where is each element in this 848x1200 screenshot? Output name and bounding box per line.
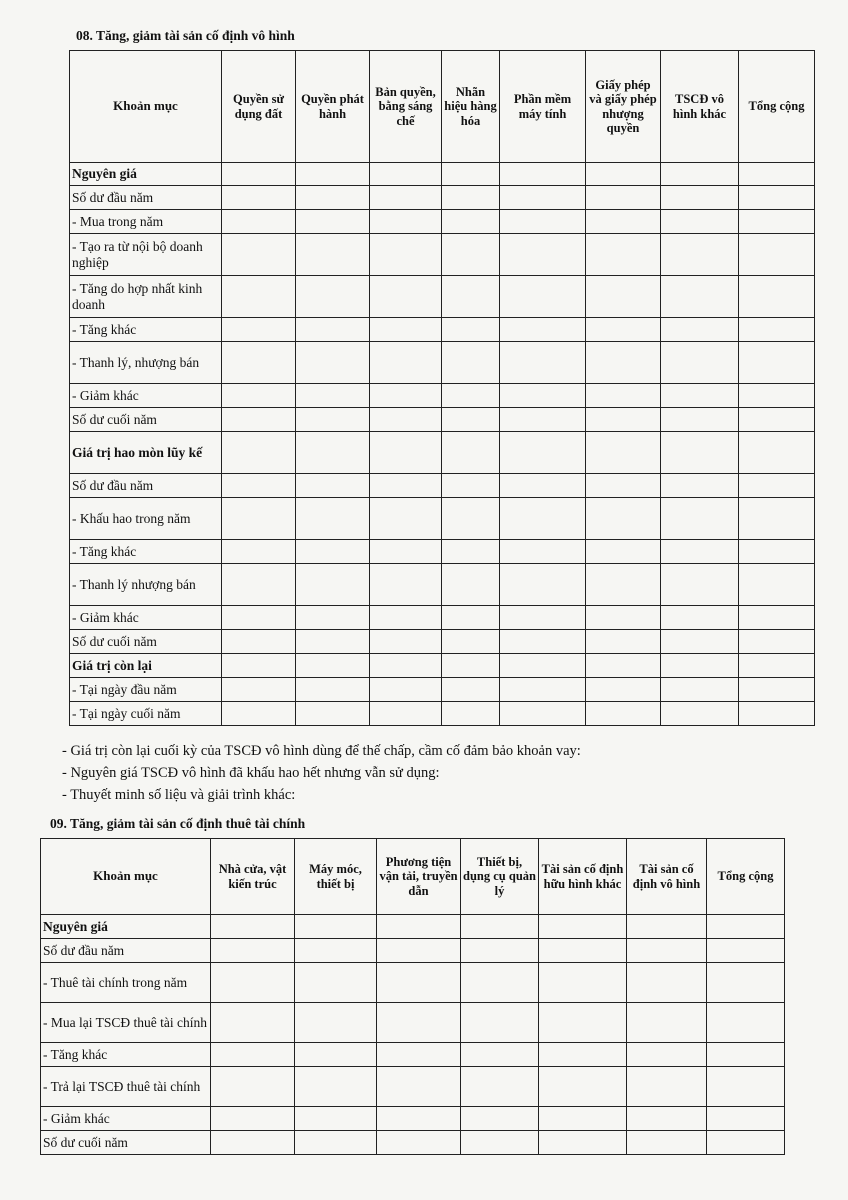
table-row: [41, 1107, 785, 1131]
value-cell: [296, 630, 370, 654]
value-cell: [461, 1067, 539, 1107]
value-cell: [442, 564, 500, 606]
table-row: [70, 540, 815, 564]
table-row: [70, 163, 815, 186]
value-cell: [370, 630, 442, 654]
value-cell: [500, 384, 586, 408]
section-09-title: 09. Tăng, giảm tài sản cố định thuê tài chính: [50, 816, 306, 831]
value-cell: [370, 186, 442, 210]
value-cell: [211, 915, 295, 939]
value-cell: [586, 678, 661, 702]
table-row: [41, 1131, 785, 1155]
value-cell: [442, 342, 500, 384]
value-cell: [296, 234, 370, 276]
value-cell: [222, 210, 296, 234]
note-line: - Thuyết minh số liệu và giải trình khác:: [62, 787, 296, 803]
table-row: [70, 630, 815, 654]
value-cell: [370, 384, 442, 408]
value-cell: [500, 276, 586, 318]
table-row: [70, 210, 815, 234]
value-cell: [370, 540, 442, 564]
value-cell: [586, 564, 661, 606]
table-row: [70, 474, 815, 498]
value-cell: [295, 1067, 377, 1107]
value-cell: [222, 276, 296, 318]
row-label: - Tăng khác: [41, 1043, 211, 1067]
value-cell: [586, 630, 661, 654]
table-row: [41, 1003, 785, 1043]
value-cell: [442, 210, 500, 234]
value-cell: [586, 702, 661, 726]
table-row: [41, 939, 785, 963]
value-cell: [707, 939, 785, 963]
row-label: - Giảm khác: [70, 606, 222, 630]
value-cell: [222, 163, 296, 186]
col-header: Phần mềm máy tính: [500, 51, 586, 163]
value-cell: [377, 1043, 461, 1067]
value-cell: [539, 1043, 627, 1067]
col-header: Nhà cửa, vật kiến trúc: [211, 839, 295, 915]
row-label: Giá trị còn lại: [70, 654, 222, 678]
note-line: - Giá trị còn lại cuối kỳ của TSCĐ vô hình dùng để thế chấp, cầm cố đảm bảo khoản vay:: [62, 743, 581, 759]
row-label: - Thanh lý nhượng bán: [70, 564, 222, 606]
row-label: - Mua lại TSCĐ thuê tài chính: [41, 1003, 211, 1043]
value-cell: [461, 963, 539, 1003]
value-cell: [586, 163, 661, 186]
value-cell: [211, 1107, 295, 1131]
value-cell: [370, 432, 442, 474]
value-cell: [586, 234, 661, 276]
col-header: Tài sản cố định hữu hình khác: [539, 839, 627, 915]
value-cell: [707, 1107, 785, 1131]
value-cell: [627, 939, 707, 963]
value-cell: [707, 1067, 785, 1107]
table-row: [70, 384, 815, 408]
value-cell: [739, 276, 815, 318]
table-row: [41, 1067, 785, 1107]
table-row: [70, 606, 815, 630]
value-cell: [377, 915, 461, 939]
value-cell: [500, 318, 586, 342]
value-cell: [296, 408, 370, 432]
value-cell: [211, 939, 295, 963]
value-cell: [222, 318, 296, 342]
row-label: - Trả lại TSCĐ thuê tài chính: [41, 1067, 211, 1107]
table-row: [70, 318, 815, 342]
col-header: Nhãn hiệu hàng hóa: [442, 51, 500, 163]
value-cell: [296, 654, 370, 678]
value-cell: [500, 342, 586, 384]
value-cell: [295, 1003, 377, 1043]
value-cell: [661, 342, 739, 384]
row-label: - Tạo ra từ nội bộ doanh nghiệp: [70, 234, 222, 276]
row-label: Số dư cuối năm: [70, 408, 222, 432]
value-cell: [661, 498, 739, 540]
col-header: Phương tiện vận tải, truyền dẫn: [377, 839, 461, 915]
value-cell: [500, 210, 586, 234]
value-cell: [442, 474, 500, 498]
value-cell: [661, 408, 739, 432]
value-cell: [500, 408, 586, 432]
value-cell: [739, 540, 815, 564]
value-cell: [707, 1003, 785, 1043]
value-cell: [222, 342, 296, 384]
value-cell: [442, 630, 500, 654]
value-cell: [661, 432, 739, 474]
value-cell: [586, 210, 661, 234]
table-row: [70, 678, 815, 702]
value-cell: [539, 1131, 627, 1155]
value-cell: [707, 1131, 785, 1155]
row-label: - Thuê tài chính trong năm: [41, 963, 211, 1003]
value-cell: [222, 432, 296, 474]
value-cell: [739, 606, 815, 630]
table-header-row: [41, 839, 785, 915]
row-label: Giá trị hao mòn lũy kế: [70, 432, 222, 474]
value-cell: [211, 1003, 295, 1043]
col-header: Tổng cộng: [707, 839, 785, 915]
value-cell: [211, 1067, 295, 1107]
value-cell: [739, 163, 815, 186]
table-row: [70, 342, 815, 384]
value-cell: [586, 342, 661, 384]
value-cell: [377, 939, 461, 963]
table-row: [41, 1043, 785, 1067]
value-cell: [500, 498, 586, 540]
row-label: - Tại ngày đầu năm: [70, 678, 222, 702]
value-cell: [442, 318, 500, 342]
table-row: [70, 498, 815, 540]
value-cell: [500, 630, 586, 654]
value-cell: [442, 163, 500, 186]
value-cell: [222, 498, 296, 540]
value-cell: [296, 564, 370, 606]
value-cell: [377, 1067, 461, 1107]
value-cell: [296, 186, 370, 210]
value-cell: [500, 540, 586, 564]
value-cell: [500, 432, 586, 474]
row-label: Số dư cuối năm: [41, 1131, 211, 1155]
value-cell: [442, 234, 500, 276]
row-label: Nguyên giá: [41, 915, 211, 939]
value-cell: [211, 1131, 295, 1155]
section-08-title: 08. Tăng, giảm tài sản cố định vô hình: [76, 28, 295, 43]
intangible-assets-table: [69, 50, 815, 726]
table-row: [70, 408, 815, 432]
value-cell: [370, 606, 442, 630]
value-cell: [442, 408, 500, 432]
value-cell: [500, 678, 586, 702]
value-cell: [586, 318, 661, 342]
col-header: Giấy phép và giấy phép nhượng quyền: [586, 51, 661, 163]
value-cell: [442, 384, 500, 408]
value-cell: [295, 963, 377, 1003]
value-cell: [442, 540, 500, 564]
value-cell: [296, 342, 370, 384]
value-cell: [661, 474, 739, 498]
value-cell: [370, 654, 442, 678]
value-cell: [211, 963, 295, 1003]
value-cell: [539, 1003, 627, 1043]
value-cell: [627, 1003, 707, 1043]
value-cell: [222, 384, 296, 408]
value-cell: [211, 1043, 295, 1067]
value-cell: [222, 408, 296, 432]
value-cell: [370, 234, 442, 276]
row-label: - Tăng khác: [70, 318, 222, 342]
table-row: [70, 276, 815, 318]
value-cell: [739, 678, 815, 702]
row-label: Số dư đầu năm: [70, 186, 222, 210]
value-cell: [739, 384, 815, 408]
value-cell: [222, 564, 296, 606]
value-cell: [539, 939, 627, 963]
value-cell: [500, 654, 586, 678]
value-cell: [707, 963, 785, 1003]
value-cell: [295, 915, 377, 939]
value-cell: [661, 606, 739, 630]
value-cell: [586, 498, 661, 540]
row-label: Số dư đầu năm: [70, 474, 222, 498]
value-cell: [461, 1131, 539, 1155]
value-cell: [586, 540, 661, 564]
row-label: - Tăng khác: [70, 540, 222, 564]
value-cell: [377, 1131, 461, 1155]
value-cell: [461, 1107, 539, 1131]
value-cell: [370, 408, 442, 432]
value-cell: [296, 678, 370, 702]
value-cell: [661, 276, 739, 318]
value-cell: [442, 654, 500, 678]
value-cell: [661, 540, 739, 564]
value-cell: [295, 1131, 377, 1155]
value-cell: [370, 342, 442, 384]
value-cell: [296, 702, 370, 726]
value-cell: [295, 1043, 377, 1067]
value-cell: [586, 186, 661, 210]
value-cell: [370, 702, 442, 726]
col-header: TSCĐ vô hình khác: [661, 51, 739, 163]
table-row: [70, 654, 815, 678]
value-cell: [627, 915, 707, 939]
value-cell: [370, 498, 442, 540]
value-cell: [377, 963, 461, 1003]
row-label: - Tại ngày cuối năm: [70, 702, 222, 726]
value-cell: [222, 678, 296, 702]
value-cell: [377, 1107, 461, 1131]
row-label: - Thanh lý, nhượng bán: [70, 342, 222, 384]
row-label: - Mua trong năm: [70, 210, 222, 234]
col-header: Quyền sử dụng đất: [222, 51, 296, 163]
value-cell: [586, 474, 661, 498]
value-cell: [661, 318, 739, 342]
col-header: Tổng cộng: [739, 51, 815, 163]
value-cell: [627, 1131, 707, 1155]
row-label: - Giảm khác: [70, 384, 222, 408]
value-cell: [442, 186, 500, 210]
value-cell: [295, 1107, 377, 1131]
value-cell: [295, 939, 377, 963]
value-cell: [296, 210, 370, 234]
value-cell: [739, 498, 815, 540]
value-cell: [661, 678, 739, 702]
value-cell: [500, 564, 586, 606]
value-cell: [296, 276, 370, 318]
value-cell: [442, 606, 500, 630]
col-header: Quyền phát hành: [296, 51, 370, 163]
table-row: [70, 234, 815, 276]
value-cell: [461, 1003, 539, 1043]
value-cell: [442, 678, 500, 702]
value-cell: [739, 234, 815, 276]
value-cell: [377, 1003, 461, 1043]
value-cell: [539, 963, 627, 1003]
value-cell: [586, 654, 661, 678]
value-cell: [586, 408, 661, 432]
row-label: - Giảm khác: [41, 1107, 211, 1131]
value-cell: [222, 186, 296, 210]
value-cell: [739, 342, 815, 384]
value-cell: [370, 163, 442, 186]
value-cell: [586, 606, 661, 630]
value-cell: [442, 276, 500, 318]
col-header: Khoản mục: [41, 839, 211, 915]
row-label: Số dư cuối năm: [70, 630, 222, 654]
value-cell: [442, 498, 500, 540]
value-cell: [661, 163, 739, 186]
table-header-row: [70, 51, 815, 163]
value-cell: [296, 384, 370, 408]
value-cell: [739, 474, 815, 498]
value-cell: [739, 630, 815, 654]
row-label: Số dư đầu năm: [41, 939, 211, 963]
value-cell: [500, 234, 586, 276]
table-row: [70, 702, 815, 726]
table-row: [70, 186, 815, 210]
col-header: Bản quyền, bằng sáng chế: [370, 51, 442, 163]
value-cell: [296, 498, 370, 540]
value-cell: [586, 432, 661, 474]
table-row: [41, 915, 785, 939]
value-cell: [500, 186, 586, 210]
value-cell: [500, 163, 586, 186]
value-cell: [296, 540, 370, 564]
value-cell: [661, 702, 739, 726]
value-cell: [739, 654, 815, 678]
value-cell: [461, 1043, 539, 1067]
row-label: - Tăng do hợp nhất kinh doanh: [70, 276, 222, 318]
value-cell: [500, 702, 586, 726]
value-cell: [500, 474, 586, 498]
finance-lease-assets-table: [40, 838, 785, 1155]
table-row: [70, 564, 815, 606]
col-header: Máy móc, thiết bị: [295, 839, 377, 915]
notes-block: [62, 740, 581, 806]
value-cell: [739, 564, 815, 606]
value-cell: [539, 1067, 627, 1107]
value-cell: [661, 186, 739, 210]
value-cell: [370, 474, 442, 498]
value-cell: [539, 1107, 627, 1131]
row-label: - Khấu hao trong năm: [70, 498, 222, 540]
value-cell: [627, 1067, 707, 1107]
col-header: Tài sản cố định vô hình: [627, 839, 707, 915]
value-cell: [739, 432, 815, 474]
value-cell: [707, 915, 785, 939]
value-cell: [222, 540, 296, 564]
value-cell: [586, 276, 661, 318]
value-cell: [296, 318, 370, 342]
value-cell: [370, 318, 442, 342]
value-cell: [370, 564, 442, 606]
value-cell: [222, 654, 296, 678]
value-cell: [627, 1043, 707, 1067]
value-cell: [296, 163, 370, 186]
value-cell: [370, 210, 442, 234]
value-cell: [442, 702, 500, 726]
value-cell: [296, 474, 370, 498]
value-cell: [661, 384, 739, 408]
value-cell: [739, 210, 815, 234]
value-cell: [627, 1107, 707, 1131]
value-cell: [442, 432, 500, 474]
table-row: [41, 963, 785, 1003]
value-cell: [461, 915, 539, 939]
value-cell: [539, 915, 627, 939]
value-cell: [627, 963, 707, 1003]
value-cell: [739, 186, 815, 210]
value-cell: [296, 606, 370, 630]
value-cell: [370, 276, 442, 318]
col-header: Khoản mục: [70, 51, 222, 163]
value-cell: [370, 678, 442, 702]
value-cell: [296, 432, 370, 474]
value-cell: [661, 234, 739, 276]
col-header: Thiết bị, dụng cụ quản lý: [461, 839, 539, 915]
value-cell: [661, 210, 739, 234]
value-cell: [222, 474, 296, 498]
value-cell: [586, 384, 661, 408]
value-cell: [739, 408, 815, 432]
value-cell: [222, 606, 296, 630]
value-cell: [661, 654, 739, 678]
value-cell: [707, 1043, 785, 1067]
value-cell: [739, 318, 815, 342]
value-cell: [461, 939, 539, 963]
value-cell: [222, 234, 296, 276]
value-cell: [739, 702, 815, 726]
row-label: Nguyên giá: [70, 163, 222, 186]
value-cell: [222, 702, 296, 726]
value-cell: [222, 630, 296, 654]
value-cell: [661, 564, 739, 606]
value-cell: [661, 630, 739, 654]
table-row: [70, 432, 815, 474]
note-line: - Nguyên giá TSCĐ vô hình đã khấu hao hết nhưng vẫn sử dụng:: [62, 765, 440, 781]
value-cell: [500, 606, 586, 630]
